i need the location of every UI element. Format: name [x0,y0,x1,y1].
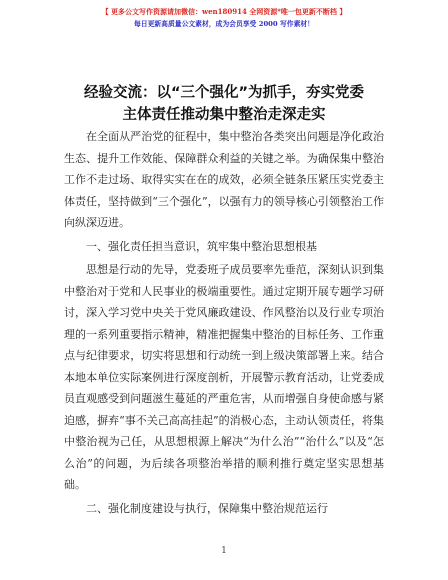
title-line-2: 主体责任推动集中整治走深走实 [122,107,326,123]
promo-banner-line-1: 【 更多公文写作资源请加微信：wen180914 全网资源*唯一包更新不断档 】 [101,7,347,16]
title-line-1: 经验交流：以“三个强化”为抓手，夯实党委 [83,85,365,101]
intro-paragraph: 在全面从严治党的征程中，集中整治各类突出问题是净化政治生态、提升工作效能、保障群众利益的关键之举。为确保集中整治工作不走过场、取得实实在在的成效，必须全链条压紧压实党委主体责任，坚持做到“三个强化”，以强有力的领导核心引领整治工作向纵深迈进。 [64,130,384,229]
section-heading-1: 一、强化责任担当意识，筑牢集中整治思想根基 [86,239,317,253]
section-heading-2: 二、强化制度建设与执行，保障集中整治规范运行 [86,501,328,515]
promo-banner [0,6,448,30]
section-1-paragraph: 思想是行动的先导，党委班子成员要率先垂范，深刻认识到集中整治对于党和人民事业的极端重要性。通过定期开展专题学习研讨，深入学习党中央关于党风廉政建设、作风整治以及行业专项治理的一系列重要指示精神，精准把握集中整治的目标任务、工作重点与纪律要求，切实将思想和行动统一到上级决策部署上来。结合本地本单位实际案例进行深度剖析，开展警示教育活动，让党委成员直观感受到问题滋生蔓延的严重危害，从而增强自身使命感与紧迫感，摒弃“事不关己高高挂起”的消极心态，主动认领责任，将集中整治视为己任，从思想根源上解决“为什么治”“治什么”以及“怎么治”的问题，为后续各项整治举措的顺利推行奠定坚实思想基础。 [64,263,384,491]
promo-banner-line-2: 每日更新高质量公文素材，成为会员享受 2000 写作素材！ [134,20,314,28]
document-title [40,82,408,126]
page-number: 1 [221,546,227,556]
document-body [64,126,384,521]
